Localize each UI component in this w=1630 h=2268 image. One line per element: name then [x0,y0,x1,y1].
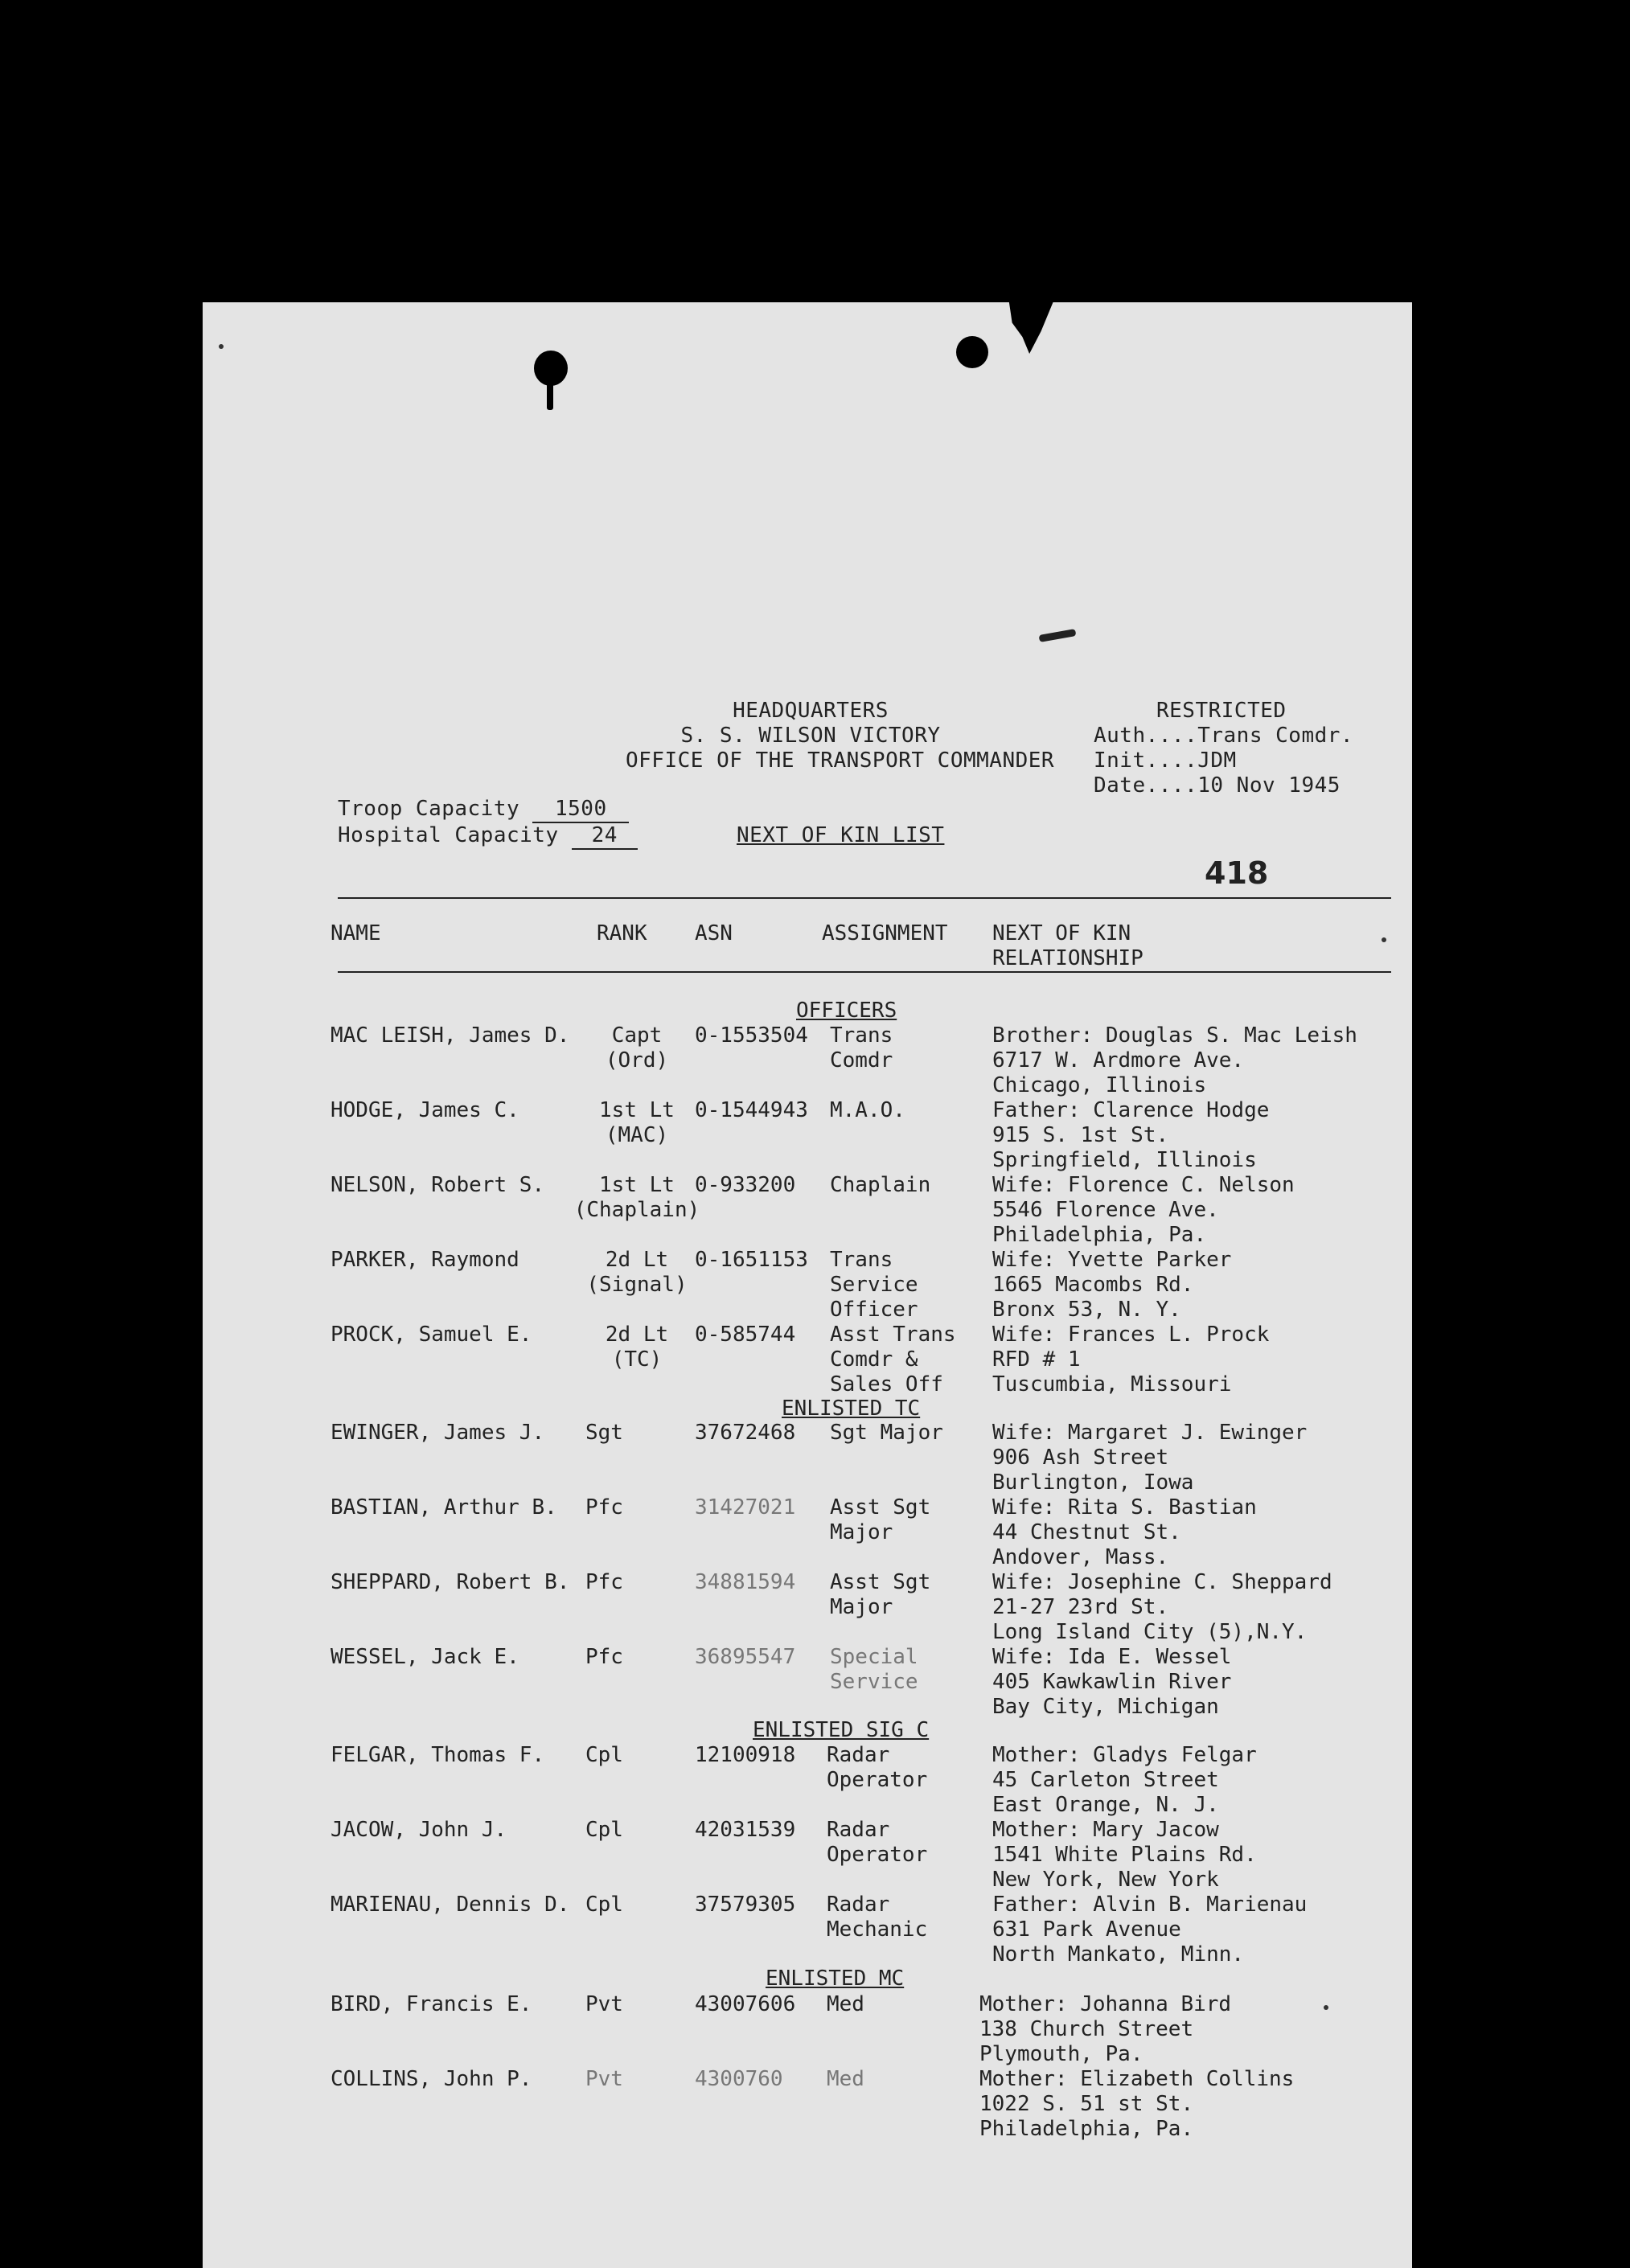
init-line: Init....JDM [1094,748,1237,773]
rank-cell: Cpl [585,1818,623,1842]
section-title: ENLISTED SIG C [753,1718,930,1742]
section-title: OFFICERS [796,999,897,1023]
rank-cell: 2d Lt (Signal) [586,1248,688,1297]
speck [1324,2005,1328,2010]
assignment-cell: M.A.O. [830,1098,905,1122]
column-rule [338,971,1391,973]
asn-cell: 42031539 [695,1818,796,1842]
assignment-cell: Radar Operator [827,1743,928,1792]
rank-cell: Pfc [585,1570,623,1594]
asn-cell: 0-933200 [695,1173,796,1197]
asn-cell: 4300760 [695,2067,783,2091]
header-rule [338,897,1391,899]
rank-cell: Capt (Ord) [605,1023,669,1072]
nok-cell: Mother: Gladys Felgar 45 Carleton Street East Orange, N. J. [992,1743,1257,1817]
rank-cell: 1st Lt (MAC) [599,1098,675,1147]
speck [219,344,224,349]
name-cell: JACOW, John J. [331,1818,507,1842]
column-rank: RANK [597,921,647,945]
hospital-capacity [338,823,638,850]
asn-cell: 43007606 [695,1992,796,2016]
assignment-cell: Radar Mechanic [827,1893,928,1942]
nok-cell: Wife: Florence C. Nelson 5546 Florence Ave. Philadelphia, Pa. [992,1173,1295,1247]
name-cell: WESSEL, Jack E. [331,1645,519,1669]
hospital-capacity-value: 24 [572,823,638,850]
rank-cell: Pfc [585,1495,623,1520]
asn-cell: 37579305 [695,1893,796,1917]
asn-cell: 36895547 [695,1645,796,1669]
asn-cell: 12100918 [695,1743,796,1767]
document-header [626,699,1055,773]
assignment-cell: Radar Operator [827,1818,928,1867]
troop-capacity-label: Troop Capacity [338,797,520,821]
asn-cell: 31427021 [695,1495,796,1520]
assignment-cell: Asst Sgt Major [830,1570,931,1619]
header-line: S. S. WILSON VICTORY [680,724,941,748]
punch-hole [956,336,988,368]
nok-cell: Mother: Elizabeth Collins 1022 S. 51 st St. Philadelphia, Pa. [979,2067,1295,2141]
rank-cell: Sgt [585,1421,623,1445]
assignment-cell: Trans Service Officer [830,1248,918,1322]
nok-cell: Wife: Rita S. Bastian 44 Chestnut St. Andover, Mass. [992,1495,1257,1569]
troop-capacity [338,797,638,823]
restricted-block [1094,699,1353,798]
rank-cell: 1st Lt (Chaplain) [573,1173,700,1222]
rank-cell: Pvt [585,1992,623,2016]
name-cell: HODGE, James C. [331,1098,519,1122]
name-cell: MARIENAU, Dennis D. [331,1893,570,1917]
assignment-cell: Special Service [830,1645,918,1694]
rank-cell: 2d Lt (TC) [605,1323,669,1372]
column-assignment: ASSIGNMENT [822,921,948,945]
section-title: ENLISTED MC [766,1967,905,1991]
date-line: Date....10 Nov 1945 [1094,773,1341,798]
nok-cell: Father: Alvin B. Marienau 631 Park Avenue North Mankato, Minn. [992,1893,1308,1967]
asn-cell: 0-585744 [695,1323,796,1347]
name-cell: NELSON, Robert S. [331,1173,545,1197]
troop-capacity-value: 1500 [532,797,629,823]
asn-cell: 0-1651153 [695,1248,808,1272]
column-name: NAME [331,921,381,945]
punch-hole [534,351,568,386]
assignment-cell: Med [827,2067,864,2091]
speck [1382,937,1386,942]
nok-cell: Wife: Margaret J. Ewinger 906 Ash Street Burlington, Iowa [992,1421,1308,1495]
rank-cell: Cpl [585,1893,623,1917]
column-nok-line2: RELATIONSHIP [992,946,1143,970]
name-cell: EWINGER, James J. [331,1421,545,1445]
rank-cell: Pvt [585,2067,623,2091]
assignment-cell: Chaplain [830,1173,931,1197]
document-page [203,302,1412,2268]
asn-cell: 0-1553504 [695,1023,808,1048]
nok-cell: Brother: Douglas S. Mac Leish 6717 W. Ardmore Ave. Chicago, Illinois [992,1023,1357,1097]
document-number: 418 [1205,855,1269,891]
nok-cell: Wife: Ida E. Wessel 405 Kawkawlin River Bay City, Michigan [992,1645,1232,1719]
nok-cell: Mother: Johanna Bird 138 Church Street Plymouth, Pa. [979,1992,1232,2066]
column-next-of-kin [992,921,1143,971]
name-cell: FELGAR, Thomas F. [331,1743,545,1767]
asn-cell: 0-1544943 [695,1098,808,1122]
hospital-capacity-label: Hospital Capacity [338,823,559,847]
assignment-cell: Asst Trans Comdr & Sales Off [830,1323,956,1396]
assignment-cell: Asst Sgt Major [830,1495,931,1544]
header-line: HEADQUARTERS [733,699,889,723]
assignment-cell: Sgt Major [830,1421,943,1445]
restricted-title: RESTRICTED [1156,699,1287,723]
name-cell: PROCK, Samuel E. [331,1323,532,1347]
list-title: NEXT OF KIN LIST [737,823,945,847]
name-cell: BASTIAN, Arthur B. [331,1495,557,1520]
rank-cell: Pfc [585,1645,623,1669]
name-cell: SHEPPARD, Robert B. [331,1570,570,1594]
auth-line: Auth....Trans Comdr. [1094,724,1354,748]
nok-cell: Wife: Yvette Parker 1665 Macombs Rd. Bronx 53, N. Y. [992,1248,1232,1322]
assignment-cell: Med [827,1992,864,2016]
section-title: ENLISTED TC [782,1396,921,1421]
paper-tear [1008,302,1055,354]
column-nok-line1: NEXT OF KIN [992,921,1131,945]
asn-cell: 34881594 [695,1570,796,1594]
nok-cell: Wife: Frances L. Prock RFD # 1 Tuscumbia, Missouri [992,1323,1270,1396]
name-cell: COLLINS, John P. [331,2067,532,2091]
capacity-block [338,797,638,850]
name-cell: BIRD, Francis E. [331,1992,532,2016]
nok-cell: Father: Clarence Hodge 915 S. 1st St. Springfield, Illinois [992,1098,1270,1172]
ink-smudge [1039,629,1077,642]
asn-cell: 37672468 [695,1421,796,1445]
assignment-cell: Trans Comdr [830,1023,893,1072]
name-cell: MAC LEISH, James D. [331,1023,570,1048]
rank-cell: Cpl [585,1743,623,1767]
nok-cell: Mother: Mary Jacow 1541 White Plains Rd. New York, New York [992,1818,1257,1892]
nok-cell: Wife: Josephine C. Sheppard 21-27 23rd St. Long Island City (5),N.Y. [992,1570,1332,1644]
column-asn: ASN [695,921,733,945]
header-line: OFFICE OF THE TRANSPORT COMMANDER [626,748,1055,773]
name-cell: PARKER, Raymond [331,1248,519,1272]
